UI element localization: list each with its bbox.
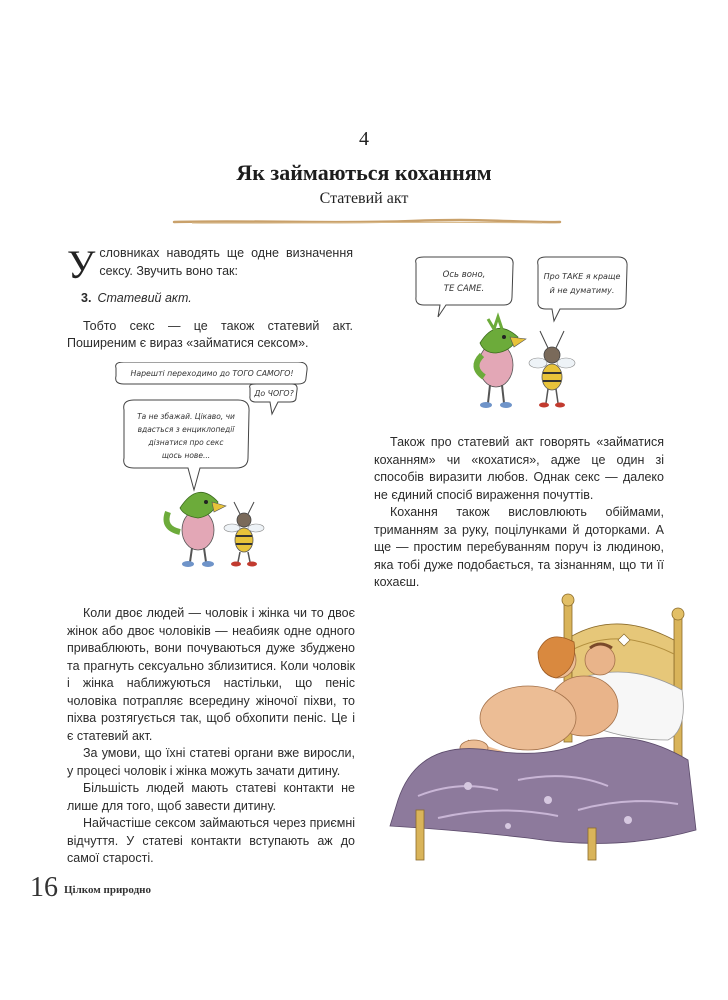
definition-item [81, 290, 353, 308]
bubble-line-2: ТЕ САМЕ. [443, 284, 485, 294]
intro-paragraph: Тобто секс — це також статевий акт. Поширеним є вираз «займатися сексом». [67, 318, 353, 350]
bee-illustration [224, 502, 264, 567]
intro-lead [67, 242, 353, 287]
page-number: 16 [30, 872, 58, 903]
running-footer-title: Цілком природно [64, 884, 152, 896]
paragraph: Кохання також висловлюють обіймами, триманням за руку, поцілунками й доторками. А ще — простим перебуванням поруч із людиною, яка тобі дуже подобається, та зізнанням, що ти її кохаєш. [374, 505, 664, 589]
blanket [390, 738, 696, 844]
bubble-line-2: вдасться з енциклопедії [137, 425, 235, 434]
paragraph: Найчастіше сексом займаються через приємні відчуття. У статеві контакти вступають аж до самої старості. [67, 816, 355, 865]
drop-cap: У [67, 242, 96, 287]
bubble-line-3: дізнатися про секс [148, 438, 224, 447]
definition-number: 3. [81, 291, 92, 305]
chapter-number: 4 [359, 128, 369, 150]
couple-bed-illustration [378, 590, 700, 862]
comic-parrot-bee-top [410, 255, 660, 415]
parrot-illustration [167, 492, 227, 567]
intro-section [67, 242, 353, 353]
definition-text: Статевий акт. [97, 291, 192, 305]
right-column-text [374, 434, 664, 592]
decorative-rule [172, 218, 562, 226]
paragraph: Коли двоє людей — чоловік і жінка чи то двоє жінок або двоє чоловіків — неабияк одне одного приваблюють, вони почуваються дуже збуджено та прагнуть сексуально зблизитися. Коли чоловік і жінка наближуються настільки, що пеніс чоловіка потрапляє всередину жіночої піхви, то піхва розтягується так, щоб обхопити пеніс. Це і є статевий акт. [67, 606, 355, 743]
intro-lead-text: словниках наводять ще одне визначення сексу. Звучить воно так: [99, 246, 353, 278]
bubble-line-1: Ось воно, [442, 270, 486, 280]
comic-parrot-bee-middle [108, 362, 320, 572]
paragraph: Більшість людей мають статеві контакти не лише для того, щоб завести дитину. [67, 781, 355, 813]
paragraph: За умови, що їхні статеві органи вже виросли, у процесі чоловік і жінка можуть зачати дитину. [67, 746, 355, 778]
chapter-title: Як займаються коханням [236, 160, 492, 185]
chapter-subtitle: Статевий акт [319, 190, 409, 207]
bubble-line-4: щось нове... [161, 451, 211, 460]
left-bottom-text [67, 605, 355, 868]
bubble-line: Нарешті переходимо до ТОГО САМОГО! [130, 369, 294, 378]
bubble-line-1: Про ТАКЕ я краще [543, 272, 621, 281]
parrot-illustration [476, 317, 526, 408]
bee-illustration [529, 331, 575, 408]
bubble-line-2: й не думатиму. [549, 286, 615, 295]
paragraph: Також про статевий акт говорять «займатися коханням» чи «кохатися», адже це один зі способів виразити любов. Однак секс — далеко не єдиний спосіб вираження почуттів. [374, 435, 664, 502]
bubble-line-1: Та не збажай. Цікаво, чи [137, 412, 235, 421]
bubble-line: До ЧОГО? [254, 389, 294, 398]
